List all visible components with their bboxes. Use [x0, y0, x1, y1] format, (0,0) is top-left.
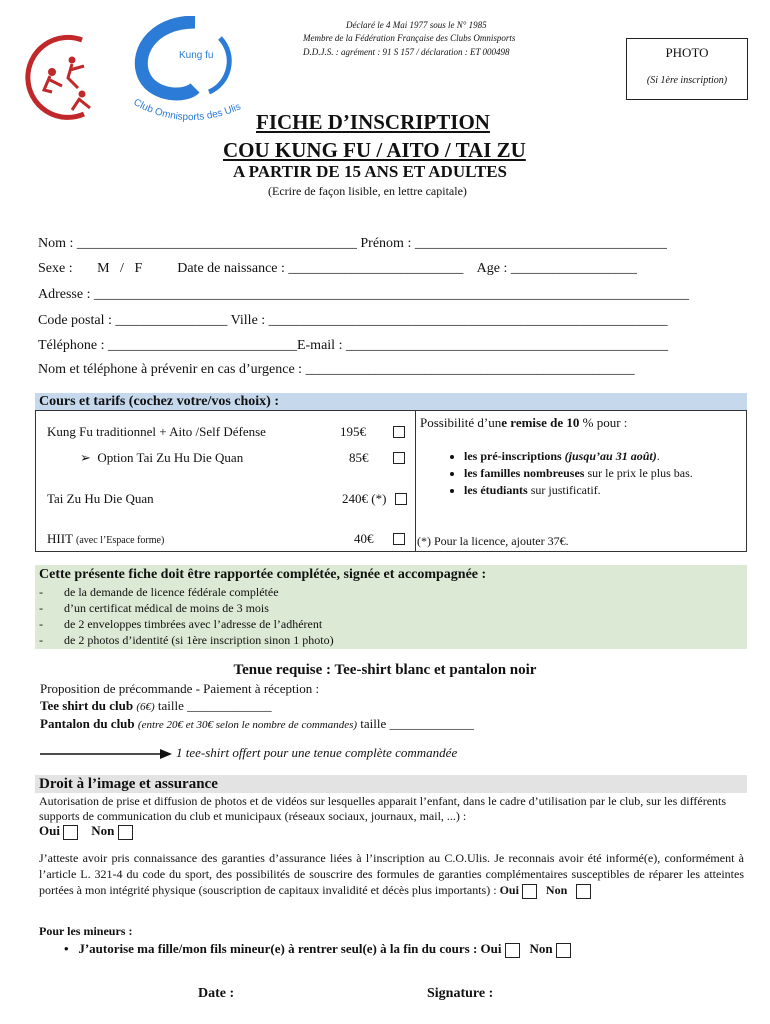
course-hiit-checkbox[interactable] [393, 533, 405, 545]
document-item: - de la demande de licence fédérale complétée [39, 585, 279, 599]
image-non-checkbox[interactable] [118, 825, 133, 840]
image-heading: Droit à l’image et assurance [35, 775, 747, 793]
image-oui-checkbox[interactable] [63, 825, 78, 840]
tenue-heading: Tenue requise : Tee-shirt blanc et pantalon noir [233, 662, 537, 678]
course-option-checkbox[interactable] [393, 452, 405, 464]
precommande-text: Proposition de précommande - Paiement à réception : [40, 681, 320, 696]
assurance-oui-checkbox[interactable] [522, 884, 537, 899]
mineurs-oui-checkbox[interactable] [505, 943, 520, 958]
course-taizu-price: 240€ (*) [342, 491, 387, 506]
code-postal-ville-field[interactable]: Code postal : ________________ Ville : _________________________________________________________ [38, 313, 668, 328]
header-agrement: D.D.J.S. : agrément : 91 S 157 / déclaration : ET 000498 [303, 47, 510, 57]
urgence-contact-field[interactable]: Nom et téléphone à prévenir en cas d’urgence : _______________________________________________ [38, 362, 635, 377]
page-title: FICHE D’INSCRIPTION [256, 110, 490, 134]
club-omnisports-logo [125, 16, 250, 131]
writing-instruction: (Ecrire de façon lisible, en lettre capitale) [268, 184, 467, 198]
course-hiit-price: 40€ [354, 531, 374, 546]
course-kungfu-price: 195€ [340, 424, 366, 439]
nom-prenom-field[interactable]: Nom : ________________________________________ Prénom : ____________________________________ [38, 236, 667, 251]
date-field[interactable]: Date : [198, 986, 235, 1001]
kungfu-logo-red [22, 30, 104, 120]
age-requirement: A PARTIR DE 15 ANS ET ADULTES [233, 162, 508, 181]
tee-shirt-offer: 1 tee-shirt offert pour une tenue complète commandée [176, 745, 458, 760]
logo-kung-text: Kung fu [179, 50, 214, 61]
header-federation: Membre de la Fédération Française des Clubs Omnisports [303, 33, 516, 43]
course-option-label: ➢ Option Tai Zu Hu Die Quan [80, 450, 244, 465]
mineurs-heading: Pour les mineurs : [39, 924, 133, 938]
assurance-text: J’atteste avoir pris connaissance des garanties d’assurance liées à l’inscription au C.O.Ulis. Je reconnais avoir été informé(e), conformément à l’article L. 321-4 du code du sport, des possibilités de souscrire des formules de garanties complémentaires susceptibles de réparer les atteintes portées à mon intégrité physique (souscription de capitaux invalidité et décès plus importants) : Oui Non [39, 851, 744, 897]
documents-heading: Cette présente fiche doit être rapportée complétée, signée et accompagnée : [39, 567, 487, 582]
remise-item: • les familles nombreuses sur le prix le plus bas. [464, 466, 745, 481]
telephone-email-field[interactable]: Téléphone : ___________________________E-mail : ______________________________________________ [38, 338, 668, 353]
image-consent: Oui Non [39, 823, 133, 840]
pantalon-line[interactable]: Pantalon du club (entre 20€ et 30€ selon le nombre de commandes) taille _____________ [40, 716, 475, 731]
photo-note: (Si 1ère inscription) [646, 75, 728, 86]
remise-item: • les pré-inscriptions (jusqu’au 31 août). [464, 449, 745, 464]
licence-note: (*) Pour la licence, ajouter 37€. [417, 534, 569, 548]
image-autorisation-text: Autorisation de prise et diffusion de photos et de vidéos sur lesquelles apparait l’enfant, dans le cadre d’utilisation par le club, sur les différents supports de communication du club et municipaux (réseaux sociaux, journaux, mail, ...) : [39, 794, 727, 823]
remise-item: • les étudiants sur justificatif. [464, 483, 745, 498]
cours-heading: Cours et tarifs (cochez votre/vos choix) : [35, 393, 747, 411]
document-item: - d’un certificat médical de moins de 3 mois [39, 601, 269, 615]
signature-field[interactable]: Signature : [427, 986, 494, 1001]
photo-box [626, 38, 748, 100]
page-subtitle: COU KUNG FU / AITO / TAI ZU [223, 138, 526, 162]
adresse-field[interactable]: Adresse : _____________________________________________________________________________________ [38, 287, 689, 302]
remise-list [440, 449, 745, 500]
course-kungfu-label: Kung Fu traditionnel + Aito /Self Défense [47, 424, 266, 439]
remise-intro: Possibilité d’une remise de 10 % pour : [420, 415, 628, 430]
course-option-price: 85€ [349, 450, 369, 465]
mineurs-item: • J’autorise ma fille/mon fils mineur(e) à rentrer seul(e) à la fin du cours : Oui Non [64, 941, 571, 958]
course-hiit-label: HIIT (avec l’Espace forme) [47, 531, 165, 546]
sexe-dob-age-field[interactable]: Sexe : M / F Date de naissance : _________________________ Age : __________________ [38, 261, 637, 276]
assurance-non-checkbox[interactable] [576, 884, 591, 899]
svg-text:Club Omnisports des Ulis [132, 97, 243, 123]
photo-label: PHOTO [665, 45, 709, 60]
logo-club-text: Club Omnisports des Ulis [131, 97, 243, 124]
document-item: - de 2 photos d’identité (si 1ère inscription sinon 1 photo) [39, 633, 334, 647]
arrow-right-icon [40, 748, 172, 760]
documents-section [35, 565, 747, 649]
tee-shirt-line[interactable]: Tee shirt du club (6€) taille _____________ [40, 698, 272, 713]
course-kungfu-checkbox[interactable] [393, 426, 405, 438]
mineurs-non-checkbox[interactable] [556, 943, 571, 958]
course-taizu-checkbox[interactable] [395, 493, 407, 505]
course-taizu-label: Tai Zu Hu Die Quan [47, 491, 154, 506]
document-item: - de 2 enveloppes timbrées avec l’adresse de l’adhérent [39, 617, 323, 631]
header-declaration: Déclaré le 4 Mai 1977 sous le N° 1985 [346, 20, 487, 30]
